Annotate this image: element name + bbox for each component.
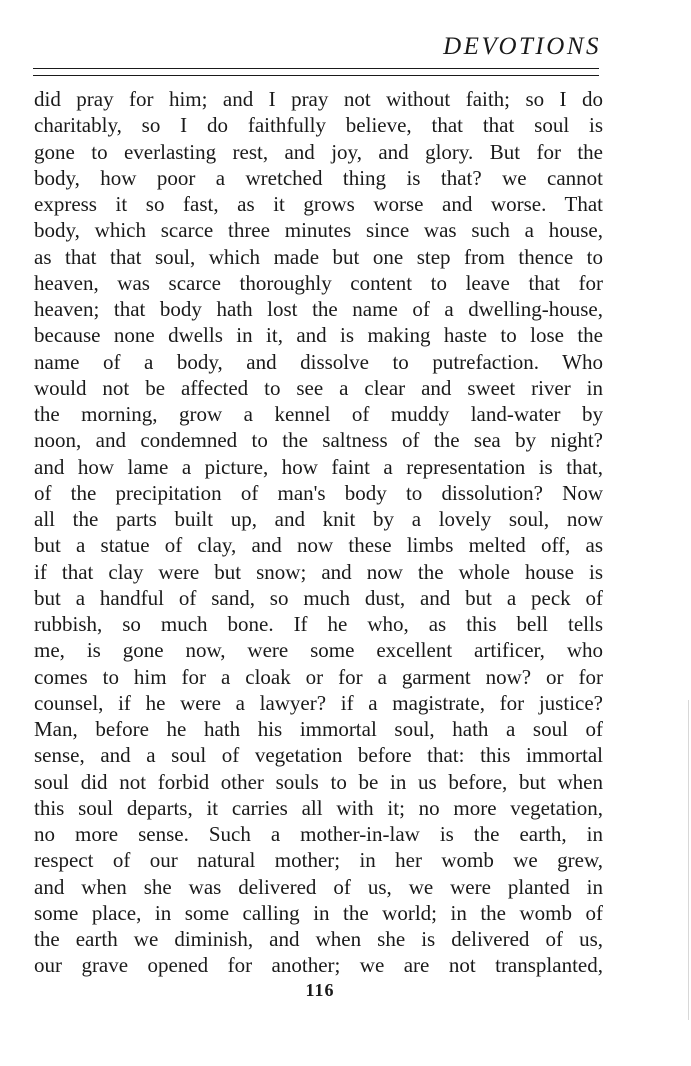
- header-rule-top: [33, 68, 599, 69]
- text-line: as that that soul, which made but one step from thence to: [34, 244, 603, 269]
- text-line: name of a body, and dissolve to putrefaction. Who: [34, 349, 603, 374]
- text-line: comes to him for a cloak or for a garment now? or for: [34, 664, 603, 689]
- text-line: soul did not forbid other souls to be in us before, but when: [34, 769, 603, 794]
- text-line: of the precipitation of man's body to dissolution? Now: [34, 480, 603, 505]
- text-line: respect of our natural mother; in her womb we grew,: [34, 848, 603, 873]
- text-line: me, is gone now, were some excellent artificer, who: [34, 638, 603, 663]
- text-line: and how lame a picture, how faint a representation is that,: [34, 454, 603, 479]
- text-line: gone to everlasting rest, and joy, and glory. But for the: [34, 139, 603, 164]
- text-line: heaven; that body hath lost the name of a dwelling-house,: [34, 297, 603, 321]
- text-line: but a handful of sand, so much dust, and but a peck of: [34, 585, 603, 610]
- text-line: if that clay were but snow; and now the whole house is: [34, 559, 603, 584]
- page-number: 116: [305, 980, 335, 1000]
- text-line: the morning, grow a kennel of muddy land-water by: [34, 402, 603, 426]
- text-line: Man, before he hath his immortal soul, hath a soul of: [34, 717, 603, 741]
- text-line: because none dwells in it, and is making haste to lose the: [34, 323, 603, 348]
- text-line: would not be affected to see a clear and sweet river in: [34, 375, 603, 400]
- text-line: body, which scarce three minutes since was such a house,: [34, 218, 603, 243]
- text-line: rubbish, so much bone. If he who, as this bell tells: [34, 612, 603, 636]
- body-text: [34, 86, 603, 979]
- text-line: sense, and a soul of vegetation before that: this immortal: [34, 743, 603, 768]
- text-line: the earth we diminish, and when she is delivered of us,: [34, 927, 603, 951]
- running-head: DEVOTIONS: [443, 33, 601, 60]
- text-line: express it so fast, as it grows worse and worse. That: [34, 192, 603, 216]
- text-line: did pray for him; and I pray not without faith; so I do: [34, 87, 603, 111]
- text-line: body, how poor a wretched thing is that? we cannot: [34, 165, 603, 190]
- text-line: some place, in some calling in the world; in the womb of: [34, 900, 603, 925]
- text-line: no more sense. Such a mother-in-law is the earth, in: [34, 822, 603, 846]
- header-rule-bottom: [33, 75, 599, 76]
- text-line: but a statue of clay, and now these limbs melted off, as: [34, 533, 603, 558]
- text-line: noon, and condemned to the saltness of the sea by night?: [34, 428, 603, 453]
- text-line: all the parts built up, and knit by a lovely soul, now: [34, 507, 603, 531]
- text-line: charitably, so I do faithfully believe, that that soul is: [34, 113, 603, 138]
- text-line: this soul departs, it carries all with it; no more vegetation,: [34, 795, 603, 820]
- text-line: our grave opened for another; we are not transplanted,: [34, 953, 603, 978]
- text-line: counsel, if he were a lawyer? if a magistrate, for justice?: [34, 690, 603, 715]
- text-line: heaven, was scarce thoroughly content to leave that for: [34, 270, 603, 295]
- text-line: and when she was delivered of us, we were planted in: [34, 874, 603, 899]
- page-edge-shadow: [688, 700, 689, 1020]
